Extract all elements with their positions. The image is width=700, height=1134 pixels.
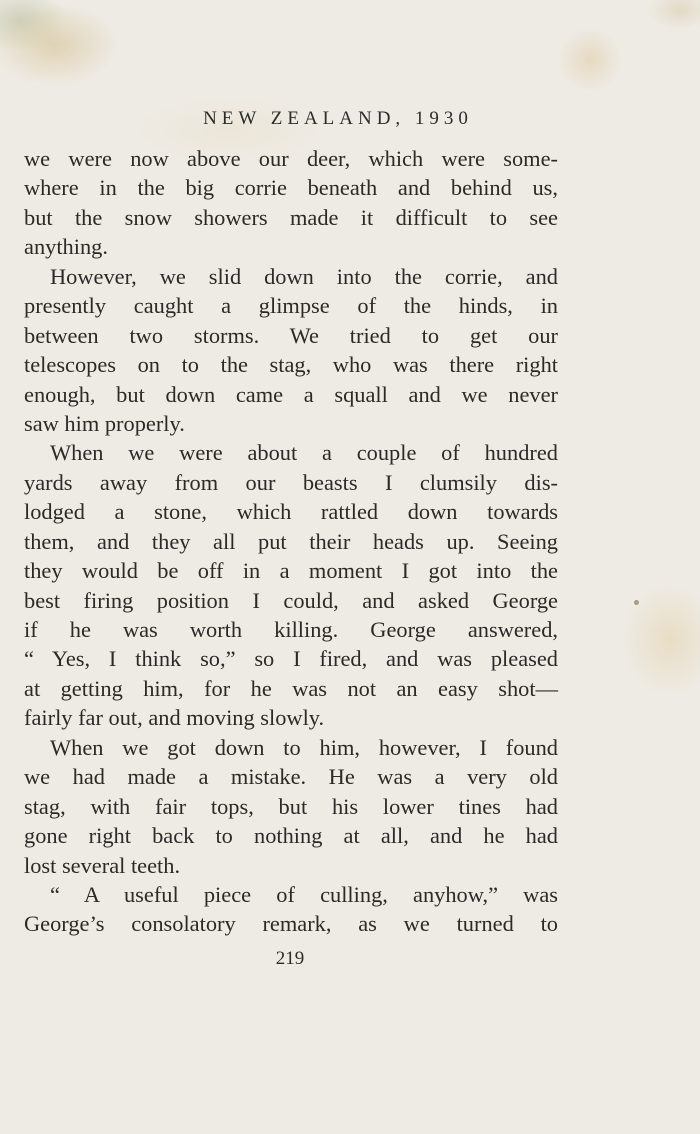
text-line: When we were about a couple of hundred [50, 440, 558, 466]
paper-blemish [634, 600, 639, 605]
text-line: When we got down to him, however, I found [50, 734, 558, 760]
running-head: NEW ZEALAND, 1930 [203, 108, 473, 129]
text-line: at getting him, for he was not an easy shot— [24, 675, 558, 701]
text-line: anything. [24, 234, 108, 260]
text-line: telescopes on to the stag, who was there right [24, 352, 558, 378]
text-line: lost several teeth. [24, 852, 181, 878]
text-line: best firing position I could, and asked George [24, 587, 558, 613]
text-line: lodged a stone, which rattled down towards [24, 499, 558, 525]
text-line: but the snow showers made it difficult to see [24, 204, 558, 230]
text-line: gone right back to nothing at all, and he had [24, 823, 558, 849]
text-line: stag, with fair tops, but his lower tines had [24, 793, 558, 819]
text-line: “ Yes, I think so,” so I fired, and was pleased [24, 646, 558, 672]
text-line: yards away from our beasts I clumsily dis- [24, 469, 558, 495]
text-line: However, we slid down into the corrie, and [50, 263, 558, 289]
text-line: presently caught a glimpse of the hinds, in [24, 293, 558, 319]
page-number: 219 [275, 948, 305, 969]
text-line: enough, but down came a squall and we never [24, 381, 558, 407]
text-line: they would be off in a moment I got into the [24, 558, 558, 584]
text-line: saw him properly. [24, 410, 185, 436]
text-line: fairly far out, and moving slowly. [24, 705, 325, 731]
text-line: we were now above our deer, which were some- [24, 146, 558, 171]
text-line: if he was worth killing. George answered, [24, 617, 558, 642]
text-line: we had made a mistake. He was a very old [24, 764, 558, 790]
text-line: where in the big corrie beneath and behind us, [24, 175, 558, 201]
text-line: George’s consolatory remark, as we turned to [24, 911, 558, 937]
text-line: them, and they all put their heads up. Seeing [24, 528, 558, 554]
text-line: between two storms. We tried to get our [24, 322, 558, 348]
text-line: “ A useful piece of culling, anyhow,” was [50, 881, 558, 907]
body-text [24, 144, 558, 939]
